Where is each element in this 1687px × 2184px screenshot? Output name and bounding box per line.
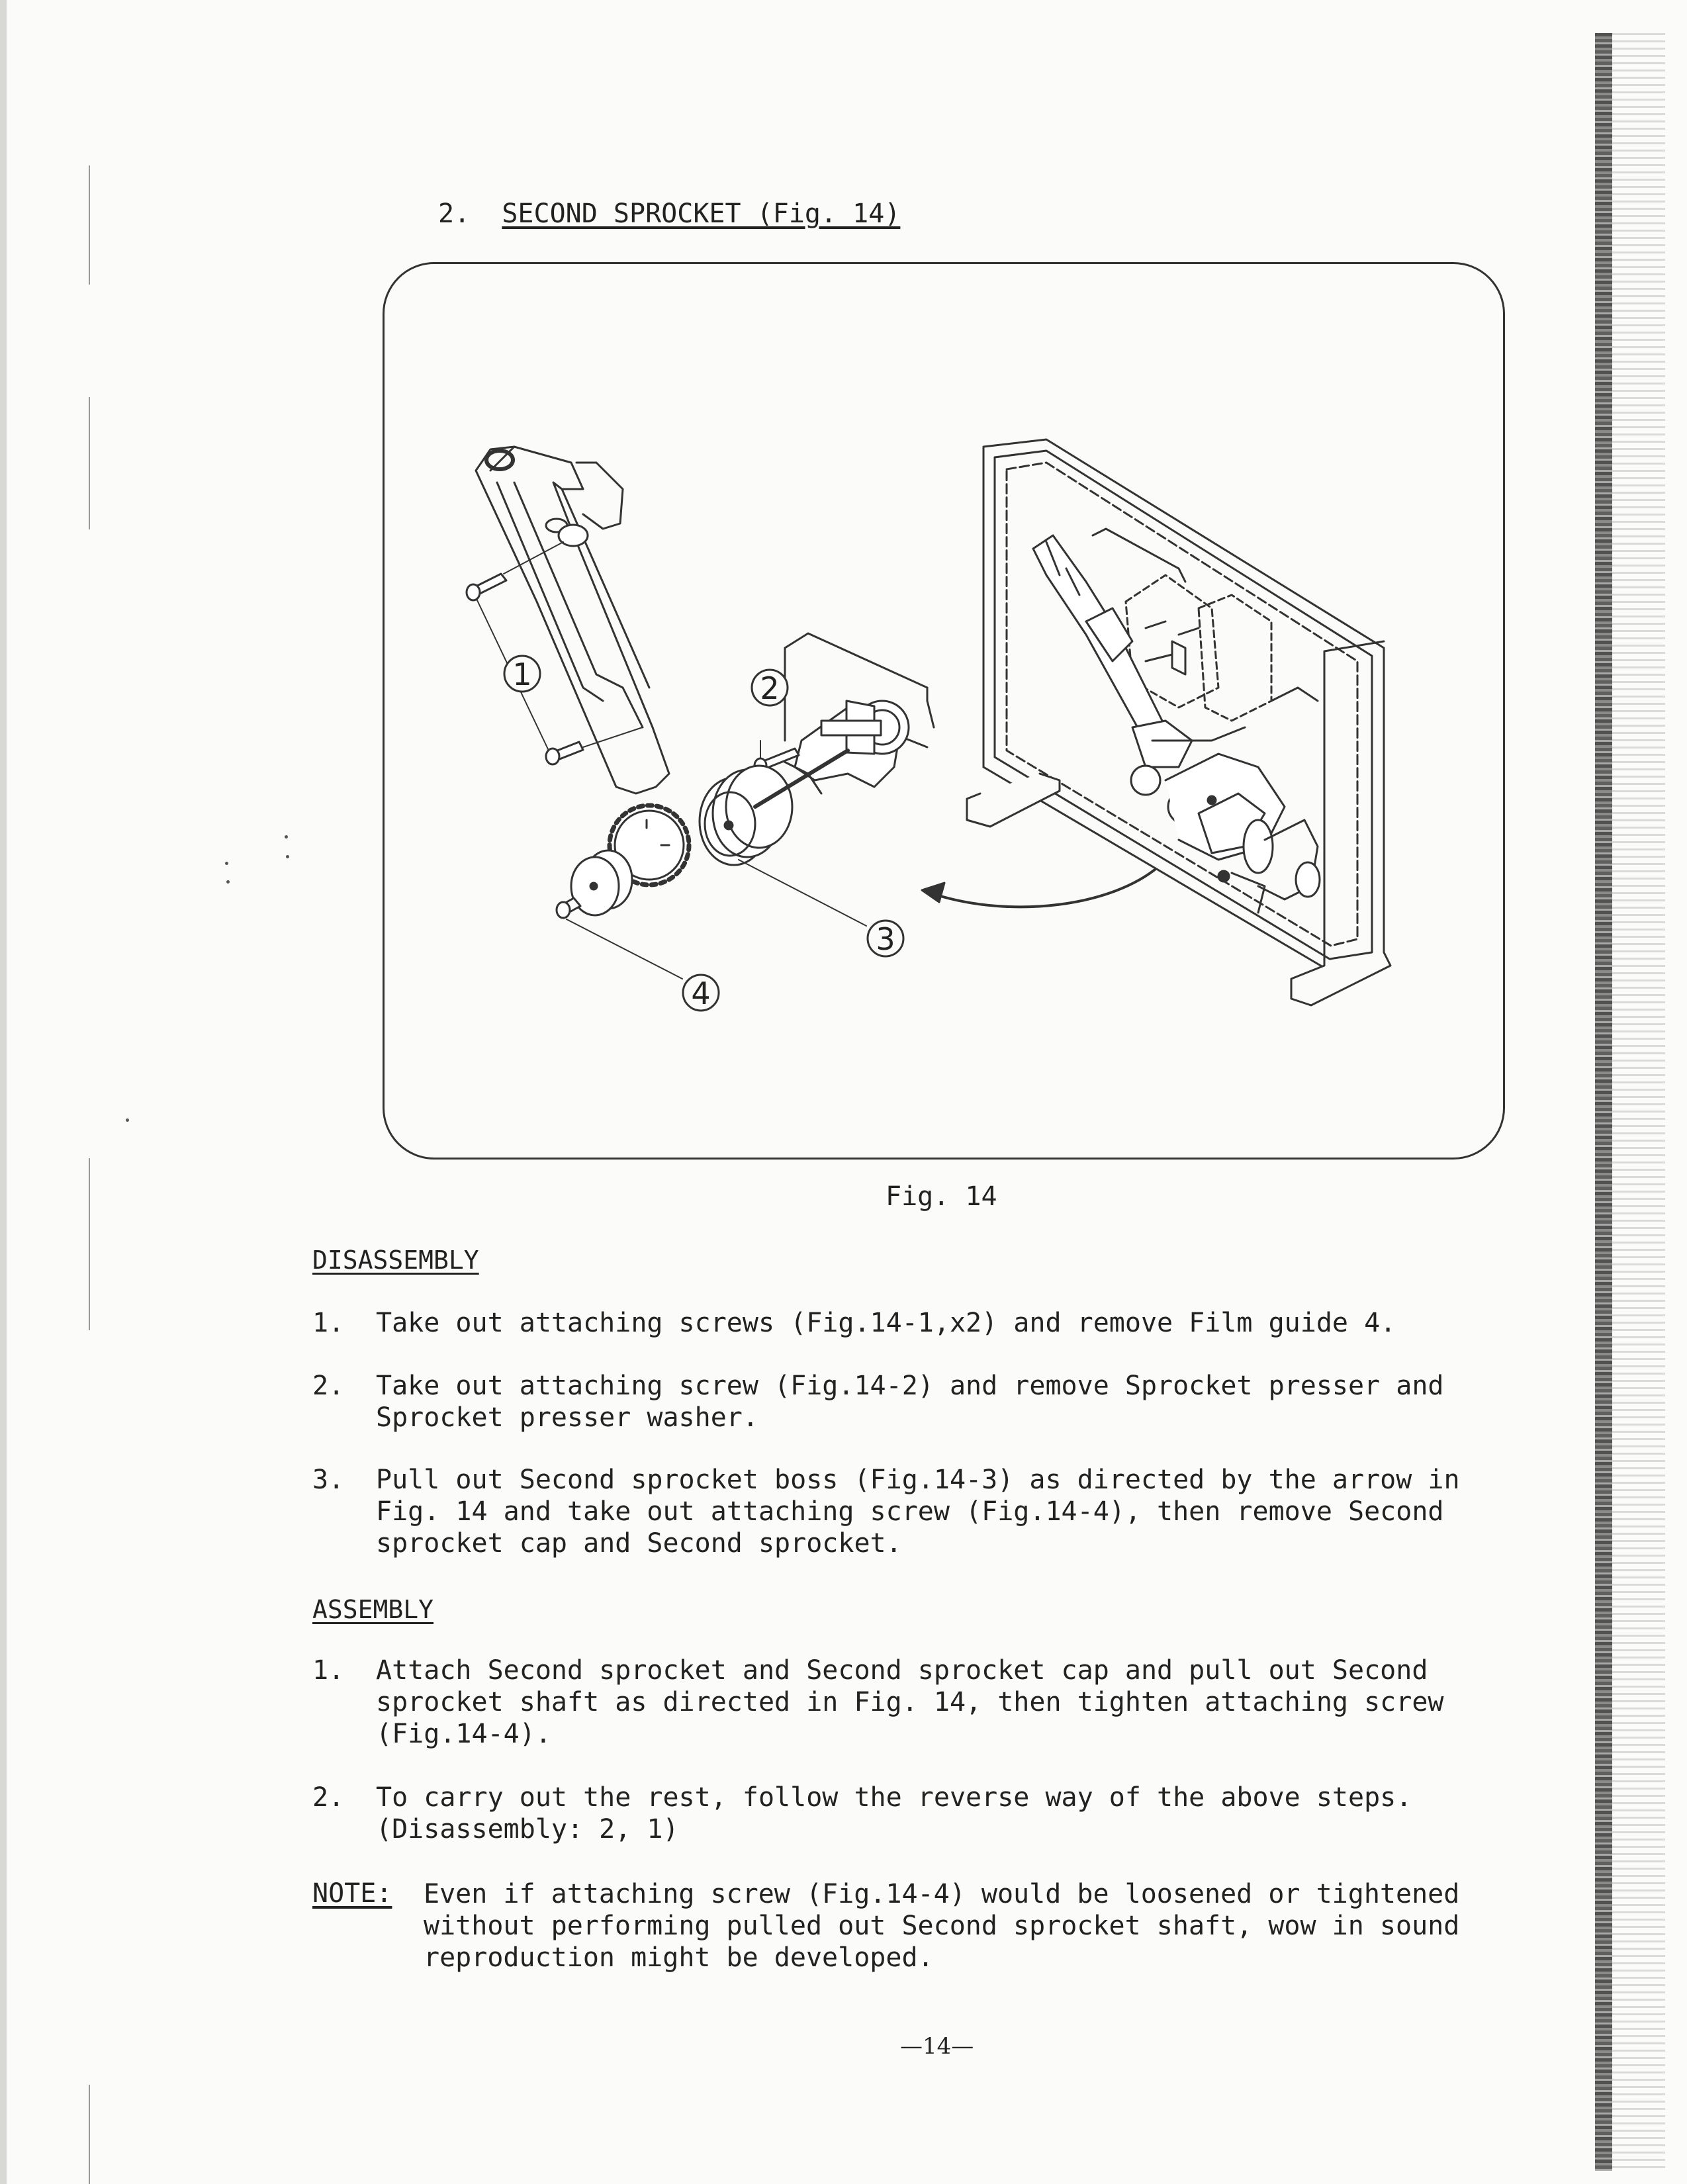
step-number: 2. xyxy=(312,1782,345,1813)
binding-line xyxy=(89,397,90,529)
figure-caption: Fig. 14 xyxy=(886,1181,997,1212)
projector-body xyxy=(967,439,1391,1005)
disassembly-heading: DISASSEMBLY xyxy=(312,1246,479,1275)
figure-frame xyxy=(383,262,1505,1160)
note-label: NOTE: xyxy=(312,1878,392,1909)
assembly-heading: ASSEMBLY xyxy=(312,1595,434,1624)
step-text: Take out attaching screws (Fig.14-1,x2) and remove Film guide 4. xyxy=(376,1308,1396,1338)
sprocket-housing xyxy=(782,633,934,794)
step-text: Attach Second sprocket and Second sprocket cap and pull out Second sprocket shaft as directed in Fig. 14, then tighten attaching screw (Fig.14-4). xyxy=(376,1655,1444,1749)
binding-line xyxy=(89,2085,90,2184)
stray-mark xyxy=(286,855,289,858)
binding-line xyxy=(89,1158,90,1330)
stray-mark xyxy=(126,1118,129,1122)
disassembly-step xyxy=(312,1464,1464,1559)
callout-1: 1 xyxy=(512,657,532,692)
arrow-head-icon xyxy=(922,883,944,902)
scan-edge-strip xyxy=(1595,33,1612,2171)
screw-4 xyxy=(557,898,580,918)
stray-mark xyxy=(285,835,288,839)
section-number: 2. xyxy=(438,199,471,229)
step-number: 2. xyxy=(312,1371,345,1401)
scan-edge-shadow xyxy=(1612,33,1665,2171)
callout-3: 3 xyxy=(876,921,895,957)
disassembly-step xyxy=(312,1370,1464,1433)
scan-edge xyxy=(0,0,7,2184)
assembly-step xyxy=(312,1655,1464,1750)
screw-1b xyxy=(546,742,583,764)
step-text: To carry out the rest, follow the reverse way of the above steps. (Disassembly: 2, 1) xyxy=(376,1782,1412,1844)
page-number: —14— xyxy=(900,2033,974,2060)
callout-4: 4 xyxy=(691,976,711,1011)
removal-arrow xyxy=(934,866,1159,907)
stray-mark xyxy=(226,880,230,884)
note-text: Even if attaching screw (Fig.14-4) would be loosened or tightened without performing pulled out Second sprocket shaft, wow in sound reproduction might be developed. xyxy=(424,1879,1460,1973)
screw-1a xyxy=(467,574,506,600)
step-number: 1. xyxy=(312,1308,345,1338)
step-number: 1. xyxy=(312,1655,345,1686)
callout-2: 2 xyxy=(760,670,780,706)
stray-mark xyxy=(225,862,228,865)
step-number: 3. xyxy=(312,1465,345,1495)
disassembly-step xyxy=(312,1307,1464,1339)
binding-line xyxy=(89,165,90,285)
section-title-text: SECOND SPROCKET (Fig. 14) xyxy=(502,199,901,229)
section-title xyxy=(438,199,900,229)
film-guide xyxy=(476,447,669,794)
assembly-step xyxy=(312,1782,1464,1845)
step-text: Pull out Second sprocket boss (Fig.14-3) as directed by the arrow in Fig. 14 and take out attaching screw (Fig.14-4), then remove Second sprocket cap and Second sprocket. xyxy=(376,1465,1460,1559)
step-text: Take out attaching screw (Fig.14-2) and remove Sprocket presser and Sprocket presser washer. xyxy=(376,1371,1444,1433)
exploded-view-diagram xyxy=(385,264,1503,1158)
